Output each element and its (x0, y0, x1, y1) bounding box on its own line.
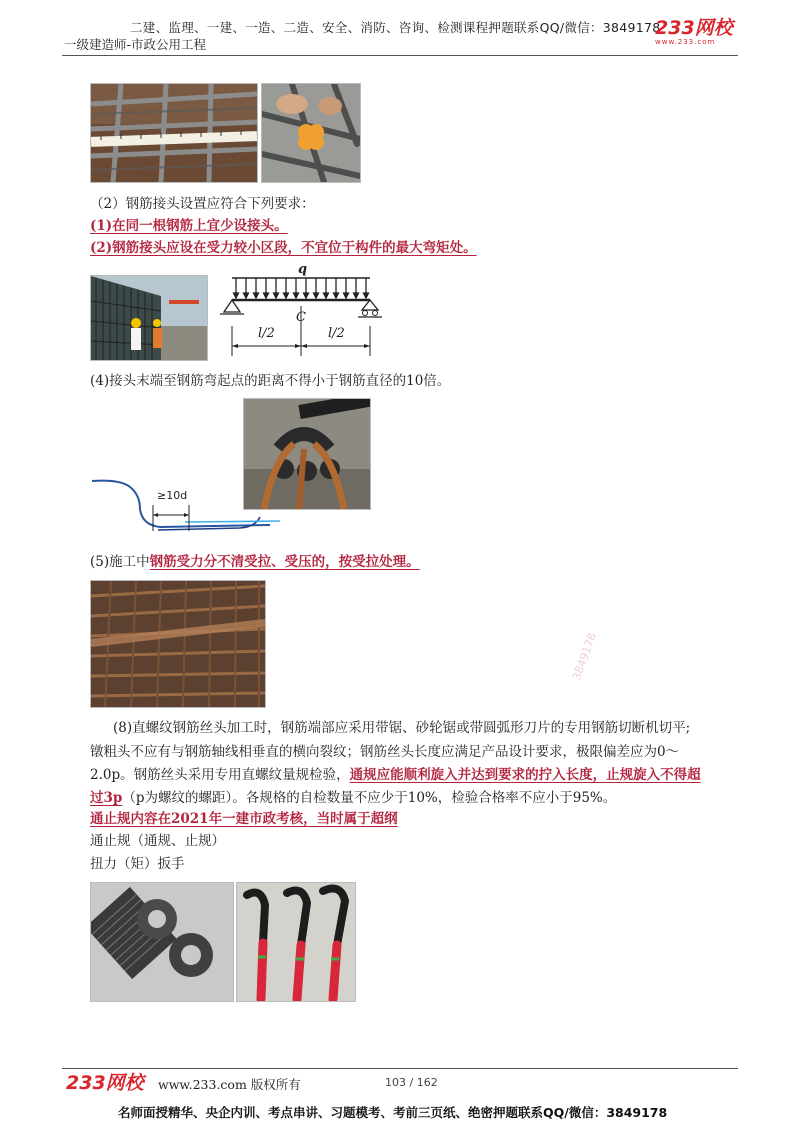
footer-logo[interactable]: 233网校 (66, 1072, 144, 1094)
right-span-label: l/2 (328, 326, 345, 341)
load-arrowhead (354, 293, 359, 298)
section-8-line-4-plain: （p为螺纹的螺距）。各规格的自检数量不应少于10%，检验合格率不应小于95%。 (122, 790, 617, 806)
bent-bar-sketch (90, 475, 280, 535)
footer-divider (62, 1068, 738, 1069)
site-logo-text: 233网校 (655, 17, 733, 39)
load-label: q (298, 262, 308, 277)
section-8-line-3 (90, 764, 701, 786)
section-5-prefix: (5)施工中 (90, 554, 150, 570)
left-span-label: l/2 (258, 326, 275, 341)
section-5-emphasis: 钢筋受力分不清受拉、受压的，按受拉处理。 (149, 554, 420, 570)
section-2-item-1: (1)在同一根钢筋上宜少设接头。 (90, 218, 288, 234)
section-4-text: (4)接头末端至钢筋弯起点的距离不得小于钢筋直径的10倍。 (90, 373, 451, 389)
torque-wrench-photo (236, 882, 356, 1002)
load-arrowhead (254, 293, 259, 298)
load-arrowhead (234, 293, 239, 298)
site-logo-url: www.233.com (655, 38, 716, 46)
load-arrowhead (364, 293, 369, 298)
rebar-cage-photo (90, 580, 266, 708)
header-subject-title: 一级建造师-市政公用工程 (64, 37, 207, 52)
load-arrowhead (314, 293, 319, 298)
footer-contact-line: 名师面授精华、央企内训、考点串讲、习题模考、考前三页纸、绝密押题联系QQ/微信：3849178 (118, 1105, 668, 1120)
beam-moment-diagram (214, 262, 384, 360)
exam-note: 通止规内容在2021年一建市政考核，当时属于超纲 (90, 811, 398, 827)
section-8-gauge-rule: 通规应能顺利旋入并达到要求的拧入长度，止规旋入不得超 (349, 767, 701, 783)
rebar-wall-workers-photo (90, 275, 208, 361)
load-arrowhead (334, 293, 339, 298)
rebar-tying-photo (261, 83, 361, 183)
midspan-label: C (296, 310, 306, 325)
header-divider (62, 55, 738, 56)
load-arrowhead (264, 293, 269, 298)
watermark-contact: 3849178 (570, 631, 599, 682)
distributed-load-arrows (234, 278, 369, 298)
section-8-line-4 (90, 787, 616, 809)
section-2-item-2: (2)钢筋接头应设在受力较小区段，不宜位于构件的最大弯矩处。 (90, 240, 477, 256)
gauge-note: 通止规（通规、止规） (90, 833, 225, 849)
load-arrowhead (344, 293, 349, 298)
rebar-mesh-photo (90, 83, 258, 183)
section-5-text (90, 551, 420, 573)
wrench-note: 扭力（矩）扳手 (90, 856, 185, 872)
load-arrowhead (294, 293, 299, 298)
section-8-gauge-rule-end: 过3p (90, 790, 123, 806)
thread-gauge-photo (90, 882, 234, 1002)
section-8-line-3-plain: 2.0p。钢筋丝头采用专用直螺纹量规检验， (90, 767, 350, 783)
load-arrowhead (324, 293, 329, 298)
header-contact-line: 二建、监理、一建、一造、二造、安全、消防、咨询、检测课程押题联系QQ/微信：3849178 (130, 20, 661, 35)
section-2-heading: （2）钢筋接头设置应符合下列要求： (90, 196, 315, 212)
page-number: 103 / 162 (385, 1076, 438, 1089)
bend-distance-label: ≥10d (157, 489, 188, 502)
site-logo[interactable] (655, 18, 737, 48)
section-8-line-1: (8)直螺纹钢筋丝头加工时，钢筋端部应采用带锯、砂轮锯或带圆弧形刀片的专用钢筋切断机切平; (113, 720, 691, 736)
footer-copyright: www.233.com 版权所有 (158, 1077, 301, 1092)
section-8-line-2: 镦粗头不应有与钢筋轴线相垂直的横向裂纹；钢筋丝头长度应满足产品设计要求，极限偏差应为0～ (90, 744, 680, 760)
load-arrowhead (304, 293, 309, 298)
load-arrowhead (244, 293, 249, 298)
load-arrowhead (284, 293, 289, 298)
load-arrowhead (274, 293, 279, 298)
